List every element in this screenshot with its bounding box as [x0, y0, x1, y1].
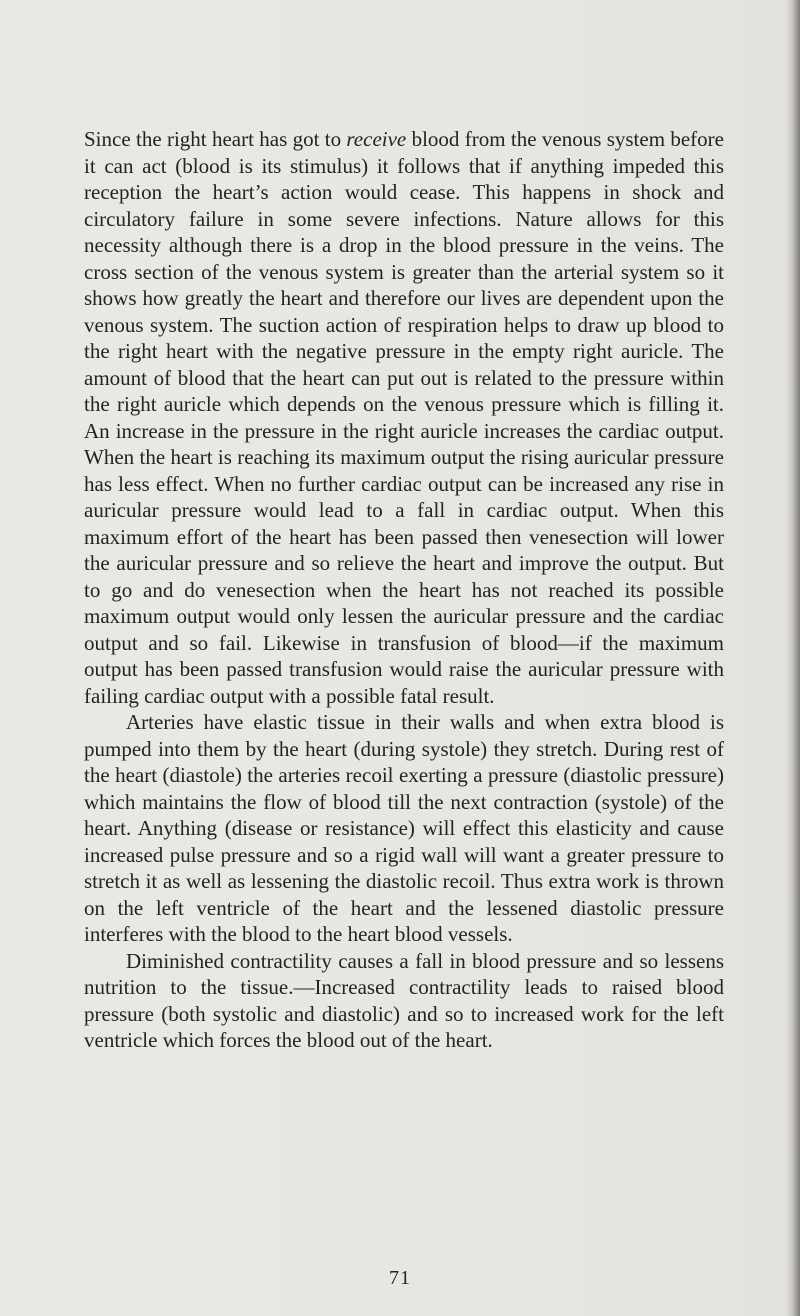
page-number: 71 [389, 1267, 411, 1289]
paragraph-1 [84, 126, 724, 709]
paragraph-1-emphasis: receive [346, 127, 407, 151]
page-edge-shadow [786, 0, 800, 1316]
paragraph-1-rest: blood from the venous system before it can act (blood is its stimulus) it follows that if anything impeded this reception the heart’s action would cease. This happens in shock and circulatory failure in some severe infections. Nature allows for this necessity although there is a drop in the blood pressure in the veins. The cross section of the venous system is greater than the arterial system so it shows how greatly the heart and therefore our lives are dependent upon the venous system. The suction action of respiration helps to draw up blood to the right heart with the negative pressure in the empty right auricle. The amount of blood that the heart can put out is related to the pressure within the right auricle which depends on the venous pressure which is filling it. An increase in the pressure in the right auricle increases the cardiac output. When the heart is reaching its maximum output the rising auricular pressure has less effect. When no further cardiac output can be increased any rise in auricular pressure would lead to a fall in cardiac output. When this maximum effort of the heart has been passed then venesection will lower the auricular pressure and so relieve the heart and improve the output. But to go and do venesection when the heart has not reached its possible maximum output would only lessen the auricular pressure and the cardiac output and so fail. Likewise in transfusion of blood—if the maximum output has been passed transfusion would raise the auricular pressure with failing cardiac output with a possible fatal result. [84, 127, 724, 708]
paragraph-1-lead: Since the right heart has got to [84, 127, 347, 151]
paragraph-2: Arteries have elastic tissue in their walls and when extra blood is pumped into them by the heart (during systole) they stretch. During rest of the heart (diastole) the arteries recoil exerting a pressure (diastolic pressure) which maintains the flow of blood till the next contraction (systole) of the heart. Anything (disease or resistance) will effect this elasticity and cause increased pulse pressure and so a rigid wall will want a greater pressure to stretch it as well as lessening the diastolic recoil. Thus extra work is thrown on the left ventricle of the heart and the lessened diastolic pressure interferes with the blood to the heart blood vessels. [84, 710, 724, 946]
body-text [84, 126, 724, 1054]
paragraph-3: Diminished contractility causes a fall in blood pressure and so lessens nutrition to the tissue.—Increased contractility leads to raised blood pressure (both systolic and diastolic) and so to increased work for the left ventricle which forces the blood out of the heart. [84, 948, 724, 1052]
